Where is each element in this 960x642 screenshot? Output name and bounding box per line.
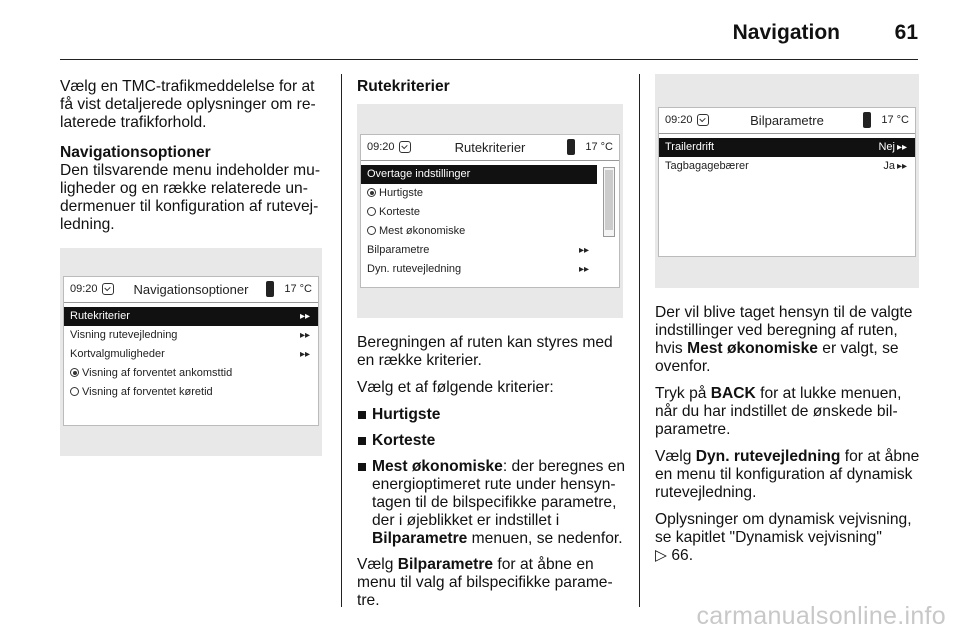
screen-title: Rutekriterier [454,140,526,155]
screen-status-bar [659,108,915,134]
text-line: tre. [357,592,380,609]
bullet-item [357,406,629,424]
paragraph [655,511,927,565]
screen-panel-route-criteria [357,104,623,318]
text-line: Oplysninger om dynamisk vejvisning, [655,511,912,528]
radio-unselected-icon [367,226,376,235]
menu-item-label: Trailerdrift [665,141,715,153]
clock-time: 09:20 [70,283,98,295]
menu-item-kortvalgmuligheder[interactable] [64,345,318,364]
screen-panel-vehicle-parameters [655,74,919,288]
menu-item-label: Dyn. rutevejledning [367,263,462,275]
radio-label: Mest økonomiske [379,225,466,237]
bold-term: Bilparametre [372,530,468,547]
chevron-right-icon: ▸▸ [896,142,907,153]
radio-label: Visning af forventet ankomsttid [82,367,233,379]
column-2 [357,78,627,105]
temperature: 17 °C [881,114,909,126]
paragraph [655,385,927,439]
text-line: energioptimeret rute under hensyn- [372,476,616,493]
paragraph [357,556,629,610]
text-fragment: Vælg [357,556,398,573]
scrollbar[interactable] [603,167,615,237]
text-line: menuen, se nedenfor. [467,530,623,547]
intro-paragraph [60,78,332,132]
chevron-right-icon: ▸▸ [299,349,310,360]
radio-option-korteste[interactable] [361,203,597,222]
bullet-item [357,432,629,450]
radio-option-mest-okonomiske[interactable] [361,222,597,241]
text-line: en række kriterier. [357,352,482,369]
thermometer-icon [863,112,871,128]
bold-term: Dyn. rutevejledning [695,448,841,465]
text-line: ledning. [60,216,115,233]
text-line: indstillinger ved beregning af ruten, [655,322,898,339]
temperature: 17 °C [284,283,312,295]
radio-option-hurtigste[interactable] [361,184,597,203]
menu-item-trailerdrift[interactable] [659,138,915,157]
column-divider-1 [341,74,342,607]
text-line: Der vil blive taget hensyn til de valgte [655,304,913,321]
bold-term: Mest økonomiske [687,340,818,357]
text-line: dermenuer til konfiguration af rutevej- [60,198,319,215]
text-line: for at åbne en [493,556,594,573]
bullet-label: Korteste [372,432,436,449]
setting-value: Nej [878,141,895,153]
scrollbar-thumb[interactable] [605,170,613,230]
screen-title: Bilparametre [750,113,824,128]
chevron-right-icon: ▸▸ [299,311,310,322]
text-line: en menu til konfiguration af dynamisk [655,466,913,483]
text-fragment: Tryk på [655,385,711,402]
radio-option-ankomsttid[interactable] [64,364,318,383]
paragraph [655,448,927,502]
bullet-label: Mest økonomiske [372,458,503,475]
bullet-item [357,458,629,548]
text-line: Vælg en TMC-trafikmeddelelse for at [60,78,315,95]
column-divider-2 [639,74,640,607]
column-2-body [357,334,629,619]
menu-item-dyn-rutevejledning[interactable] [361,260,597,279]
text-line: Den tilsvarende menu indeholder mu- [60,162,321,179]
text-line: laterede trafikforhold. [60,114,207,131]
text-line: ovenfor. [655,358,711,375]
temperature: 17 °C [585,141,613,153]
screen-status-bar [64,277,318,303]
text-line: Beregningen af ruten kan styres med [357,334,613,351]
text-line: : der beregnes en [502,458,626,475]
text-line: for at lukke menuen, [755,385,902,402]
display-screen [63,276,319,426]
screen-status-bar [361,135,619,161]
text-line: tagen til de bilspecifikke parametre, [372,494,617,511]
column-1 [60,78,332,243]
section-heading: Navigationsoptioner [60,144,211,161]
watermark: carmanualsonline.info [696,602,946,630]
reference-arrow-icon: ▷ [655,547,667,564]
radio-label: Visning af forventet køretid [82,386,213,398]
column-3 [655,304,927,574]
text-fragment: hvis [655,340,688,357]
bold-term: Bilparametre [397,556,494,573]
menu-item-label: Visning rutevejledning [70,329,178,341]
text-line: når du har indstillet de ønskede bil- [655,403,898,420]
radio-label: Hurtigste [379,187,424,199]
radio-selected-icon [367,188,376,197]
section-heading: Rutekriterier [357,78,450,95]
header-rule [60,59,918,60]
thermometer-icon [567,139,575,155]
menu-item-label: Tagbagagebærer [665,160,749,172]
text-line: ligheder og en række relaterede un- [60,180,308,197]
chevron-right-icon: ▸▸ [578,245,589,256]
thermometer-icon [266,281,274,297]
reference-page: 66. [671,547,694,564]
radio-selected-icon [70,368,79,377]
text-fragment: er valgt, se [817,340,899,357]
menu-item-tagbagagebaerer[interactable] [659,157,915,176]
clock-time: 09:20 [367,141,395,153]
screen-panel-navigation-options [60,248,322,456]
menu-item-overtage-indstillinger[interactable] [361,165,597,184]
text-line: få vist detaljerede oplysninger om re- [60,96,316,113]
bullet-label: Hurtigste [372,406,441,423]
text-line: parametre. [655,421,731,438]
setting-value: Ja [883,160,895,172]
menu-item-visning-rutevejledning[interactable] [64,326,318,345]
text-line: for at åbne [840,448,920,465]
page-reference-link[interactable] [655,547,693,564]
text-fragment: Vælg [655,448,696,465]
radio-option-koretid[interactable] [64,383,318,402]
page-title: Navigation [732,21,840,44]
page-number: 61 [894,21,918,44]
radio-label: Korteste [379,206,420,218]
menu-item-label: Kortvalgmuligheder [70,348,165,360]
text-line: rutevejledning. [655,484,757,501]
screen-title: Navigationsoptioner [133,282,249,297]
chevron-right-icon: ▸▸ [896,161,907,172]
paragraph: Vælg et af følgende kriterier: [357,379,554,396]
chevron-right-icon: ▸▸ [299,330,310,341]
bold-term: BACK [710,385,756,402]
paragraph [655,304,927,376]
radio-unselected-icon [367,207,376,216]
clock-time: 09:20 [665,114,693,126]
menu-item-label: Rutekriterier [70,310,130,322]
menu-item-label: Overtage indstillinger [367,168,471,180]
menu-item-label: Bilparametre [367,244,430,256]
menu-item-rutekriterier[interactable] [64,307,318,326]
radio-unselected-icon [70,387,79,396]
paragraph [357,334,629,370]
display-screen [360,134,620,288]
chevron-right-icon: ▸▸ [578,264,589,275]
page-header [60,18,918,60]
menu-item-bilparametre[interactable] [361,241,597,260]
text-line: menu til valg af bilspecifikke parame- [357,574,613,591]
navigation-options-section [60,144,332,234]
display-screen [658,107,916,257]
text-line: se kapitlet "Dynamisk vejvisning" [655,529,882,546]
text-line: der i øjeblikket er indstillet i [372,512,560,529]
